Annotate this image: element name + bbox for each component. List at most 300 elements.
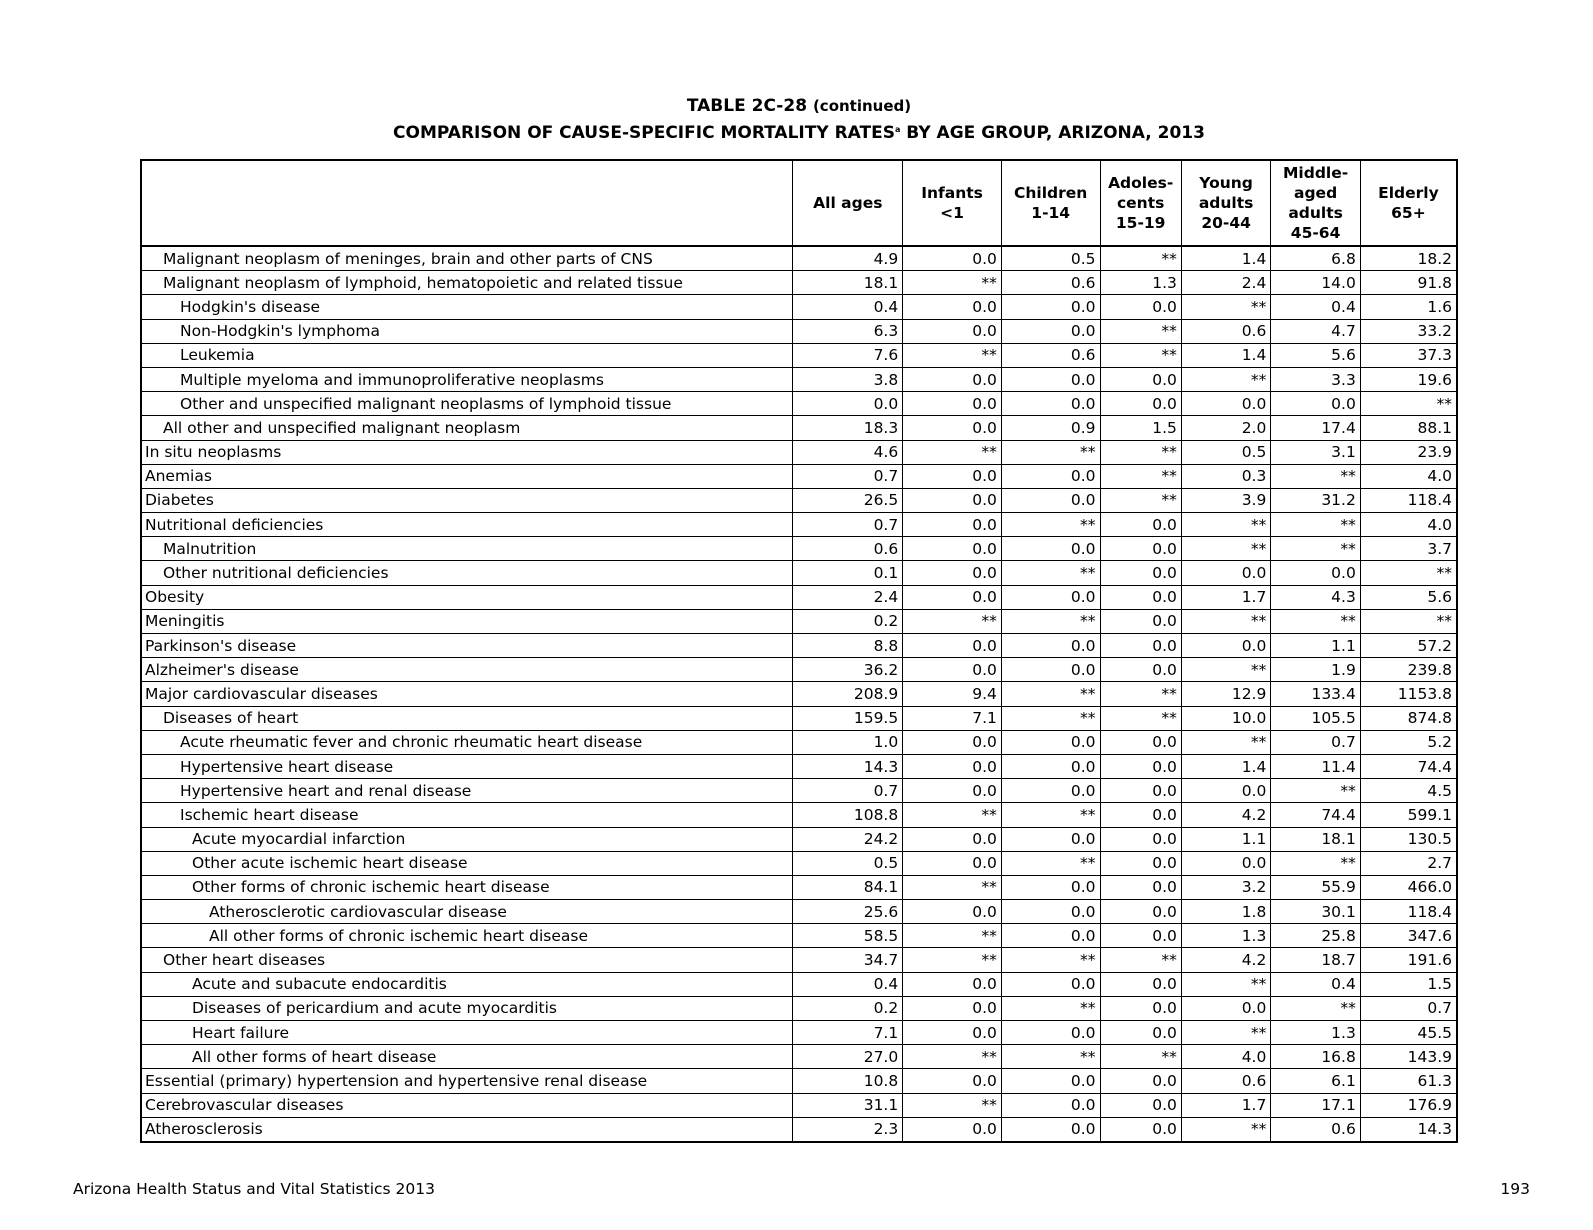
table-row — [141, 900, 1457, 924]
header-infants — [903, 160, 1002, 246]
table-subtitle — [140, 123, 1458, 143]
rate-cell-elderly: 19.6 — [1360, 367, 1457, 391]
table-row — [141, 319, 1457, 343]
rate-cell-adolescents: 0.0 — [1100, 996, 1181, 1020]
rate-cell-adolescents: 0.0 — [1100, 513, 1181, 537]
cause-label: Cerebrovascular diseases — [141, 1093, 793, 1117]
rate-cell-middle-aged-adults: 0.0 — [1271, 561, 1360, 585]
rate-cell-children: 0.0 — [1001, 464, 1100, 488]
footer-publication: Arizona Health Status and Vital Statistics 2013 — [73, 1180, 435, 1198]
cause-label: Ischemic heart disease — [141, 803, 793, 827]
table-row — [141, 246, 1457, 271]
rate-cell-middle-aged-adults: 3.3 — [1271, 367, 1360, 391]
rate-cell-young-adults: 1.4 — [1181, 343, 1270, 367]
rate-cell-all-ages: 58.5 — [793, 924, 903, 948]
rate-cell-elderly: 57.2 — [1360, 634, 1457, 658]
rate-cell-adolescents: 0.0 — [1100, 730, 1181, 754]
rate-cell-infants: 0.0 — [903, 367, 1002, 391]
rate-cell-young-adults: ** — [1181, 513, 1270, 537]
header-children — [1001, 160, 1100, 246]
rate-cell-young-adults: 1.4 — [1181, 754, 1270, 778]
rate-cell-children: 0.0 — [1001, 319, 1100, 343]
rate-cell-adolescents: 1.5 — [1100, 416, 1181, 440]
rate-cell-all-ages: 0.7 — [793, 464, 903, 488]
rate-cell-young-adults: ** — [1181, 1117, 1270, 1142]
rate-cell-adolescents: 0.0 — [1100, 1021, 1181, 1045]
table-row — [141, 658, 1457, 682]
rate-cell-middle-aged-adults: 6.8 — [1271, 246, 1360, 271]
table-row — [141, 972, 1457, 996]
table-row — [141, 924, 1457, 948]
rate-cell-elderly: 4.5 — [1360, 779, 1457, 803]
table-row — [141, 875, 1457, 899]
header-line: Adoles- — [1108, 174, 1174, 192]
cause-label: Malnutrition — [141, 537, 793, 561]
rate-cell-all-ages: 18.3 — [793, 416, 903, 440]
rate-cell-middle-aged-adults: 0.6 — [1271, 1117, 1360, 1142]
rate-cell-all-ages: 7.1 — [793, 1021, 903, 1045]
rate-cell-middle-aged-adults: 4.3 — [1271, 585, 1360, 609]
rate-cell-all-ages: 4.9 — [793, 246, 903, 271]
rate-cell-infants: 0.0 — [903, 513, 1002, 537]
table-row — [141, 464, 1457, 488]
rate-cell-children: ** — [1001, 609, 1100, 633]
header-line: 20-44 — [1201, 214, 1251, 232]
rate-cell-middle-aged-adults: 17.4 — [1271, 416, 1360, 440]
rate-cell-children: ** — [1001, 948, 1100, 972]
header-cause-blank — [141, 160, 793, 246]
rate-cell-young-adults: 0.0 — [1181, 996, 1270, 1020]
rate-cell-all-ages: 4.6 — [793, 440, 903, 464]
rate-cell-infants: ** — [903, 609, 1002, 633]
table-row — [141, 440, 1457, 464]
cause-label: Acute rheumatic fever and chronic rheumatic heart disease — [141, 730, 793, 754]
rate-cell-infants: 0.0 — [903, 246, 1002, 271]
rate-cell-children: 0.0 — [1001, 1021, 1100, 1045]
rate-cell-children: 0.0 — [1001, 585, 1100, 609]
rate-cell-young-adults: 12.9 — [1181, 682, 1270, 706]
rate-cell-all-ages: 0.0 — [793, 392, 903, 416]
table-row — [141, 367, 1457, 391]
cause-label: Parkinson's disease — [141, 634, 793, 658]
cause-label: All other forms of heart disease — [141, 1045, 793, 1069]
rate-cell-middle-aged-adults: 1.1 — [1271, 634, 1360, 658]
rate-cell-adolescents: 0.0 — [1100, 754, 1181, 778]
rate-cell-infants: ** — [903, 271, 1002, 295]
rate-cell-adolescents: 0.0 — [1100, 585, 1181, 609]
rate-cell-all-ages: 108.8 — [793, 803, 903, 827]
cause-label: Atherosclerotic cardiovascular disease — [141, 900, 793, 924]
rate-cell-adolescents: ** — [1100, 948, 1181, 972]
rate-cell-middle-aged-adults: 11.4 — [1271, 754, 1360, 778]
rate-cell-children: 0.0 — [1001, 730, 1100, 754]
header-line: aged — [1294, 184, 1338, 202]
rate-cell-adolescents: 1.3 — [1100, 271, 1181, 295]
rate-cell-infants: 0.0 — [903, 1117, 1002, 1142]
rate-cell-children: ** — [1001, 803, 1100, 827]
cause-label: Other acute ischemic heart disease — [141, 851, 793, 875]
rate-cell-young-adults: 1.7 — [1181, 1093, 1270, 1117]
rate-cell-all-ages: 0.1 — [793, 561, 903, 585]
rate-cell-infants: 0.0 — [903, 464, 1002, 488]
rate-cell-infants: 0.0 — [903, 972, 1002, 996]
rate-cell-elderly: 91.8 — [1360, 271, 1457, 295]
table-row — [141, 827, 1457, 851]
rate-cell-all-ages: 2.4 — [793, 585, 903, 609]
rate-cell-adolescents: ** — [1100, 488, 1181, 512]
rate-cell-elderly: 5.6 — [1360, 585, 1457, 609]
rate-cell-elderly: 18.2 — [1360, 246, 1457, 271]
cause-label: Other nutritional deficiencies — [141, 561, 793, 585]
rate-cell-adolescents: ** — [1100, 682, 1181, 706]
rate-cell-all-ages: 26.5 — [793, 488, 903, 512]
rate-cell-infants: ** — [903, 343, 1002, 367]
rate-cell-adolescents: 0.0 — [1100, 972, 1181, 996]
rate-cell-all-ages: 24.2 — [793, 827, 903, 851]
header-line: All ages — [813, 194, 883, 212]
rate-cell-infants: 0.0 — [903, 851, 1002, 875]
table-row — [141, 851, 1457, 875]
cause-label: Alzheimer's disease — [141, 658, 793, 682]
rate-cell-young-adults: ** — [1181, 730, 1270, 754]
rate-cell-children: 0.0 — [1001, 924, 1100, 948]
header-line: <1 — [940, 204, 964, 222]
rate-cell-middle-aged-adults: ** — [1271, 609, 1360, 633]
rate-cell-middle-aged-adults: 14.0 — [1271, 271, 1360, 295]
header-line: 1-14 — [1031, 204, 1071, 222]
rate-cell-middle-aged-adults: ** — [1271, 851, 1360, 875]
header-line: Young — [1199, 174, 1253, 192]
rate-cell-adolescents: ** — [1100, 706, 1181, 730]
rate-cell-elderly: 118.4 — [1360, 900, 1457, 924]
rate-cell-elderly: 1.5 — [1360, 972, 1457, 996]
rate-cell-young-adults: ** — [1181, 972, 1270, 996]
rate-cell-young-adults: ** — [1181, 537, 1270, 561]
rate-cell-adolescents: 0.0 — [1100, 827, 1181, 851]
rate-cell-children: 0.0 — [1001, 392, 1100, 416]
rate-cell-middle-aged-adults: ** — [1271, 513, 1360, 537]
rate-cell-elderly: 3.7 — [1360, 537, 1457, 561]
rate-cell-elderly: ** — [1360, 609, 1457, 633]
cause-label: Diseases of heart — [141, 706, 793, 730]
rate-cell-all-ages: 14.3 — [793, 754, 903, 778]
rate-cell-young-adults: 0.0 — [1181, 561, 1270, 585]
rate-cell-infants: 0.0 — [903, 561, 1002, 585]
rate-cell-elderly: 33.2 — [1360, 319, 1457, 343]
rate-cell-children: 0.0 — [1001, 658, 1100, 682]
footnote-marker: a — [894, 125, 901, 134]
header-elderly — [1360, 160, 1457, 246]
rate-cell-infants: 7.1 — [903, 706, 1002, 730]
cause-label: Diabetes — [141, 488, 793, 512]
rate-cell-middle-aged-adults: ** — [1271, 779, 1360, 803]
rate-cell-children: ** — [1001, 706, 1100, 730]
rate-cell-young-adults: 1.3 — [1181, 924, 1270, 948]
table-row — [141, 537, 1457, 561]
rate-cell-adolescents: 0.0 — [1100, 537, 1181, 561]
mortality-table — [140, 159, 1458, 1143]
rate-cell-young-adults: 1.1 — [1181, 827, 1270, 851]
rate-cell-adolescents: 0.0 — [1100, 634, 1181, 658]
rate-cell-all-ages: 84.1 — [793, 875, 903, 899]
rate-cell-middle-aged-adults: 1.9 — [1271, 658, 1360, 682]
rate-cell-children: ** — [1001, 851, 1100, 875]
rate-cell-children: ** — [1001, 513, 1100, 537]
rate-cell-young-adults: 0.0 — [1181, 634, 1270, 658]
rate-cell-young-adults: 2.0 — [1181, 416, 1270, 440]
table-row — [141, 271, 1457, 295]
table-row — [141, 706, 1457, 730]
rate-cell-young-adults: 0.0 — [1181, 779, 1270, 803]
header-adolescents — [1100, 160, 1181, 246]
rate-cell-middle-aged-adults: 0.4 — [1271, 295, 1360, 319]
table-subtitle-pre: COMPARISON OF CAUSE-SPECIFIC MORTALITY RATES — [393, 123, 895, 143]
rate-cell-infants: 0.0 — [903, 827, 1002, 851]
rate-cell-elderly: 176.9 — [1360, 1093, 1457, 1117]
cause-label: All other and unspecified malignant neoplasm — [141, 416, 793, 440]
rate-cell-young-adults: 3.9 — [1181, 488, 1270, 512]
rate-cell-children: 0.0 — [1001, 488, 1100, 512]
rate-cell-elderly: 0.7 — [1360, 996, 1457, 1020]
header-all-ages — [793, 160, 903, 246]
table-row — [141, 392, 1457, 416]
table-row — [141, 609, 1457, 633]
rate-cell-young-adults: 3.2 — [1181, 875, 1270, 899]
rate-cell-adolescents: 0.0 — [1100, 609, 1181, 633]
cause-label: In situ neoplasms — [141, 440, 793, 464]
rate-cell-middle-aged-adults: 17.1 — [1271, 1093, 1360, 1117]
rate-cell-elderly: 4.0 — [1360, 464, 1457, 488]
rate-cell-children: ** — [1001, 996, 1100, 1020]
rate-cell-young-adults: 0.0 — [1181, 392, 1270, 416]
rate-cell-young-adults: ** — [1181, 609, 1270, 633]
table-row — [141, 585, 1457, 609]
rate-cell-children: 0.9 — [1001, 416, 1100, 440]
rate-cell-children: 0.0 — [1001, 900, 1100, 924]
header-line: 45-64 — [1290, 224, 1341, 242]
rate-cell-young-adults: 0.5 — [1181, 440, 1270, 464]
rate-cell-young-adults: 4.2 — [1181, 803, 1270, 827]
header-row — [141, 160, 1457, 246]
table-row — [141, 1021, 1457, 1045]
rate-cell-all-ages: 0.6 — [793, 537, 903, 561]
rate-cell-young-adults: 10.0 — [1181, 706, 1270, 730]
rate-cell-infants: 0.0 — [903, 996, 1002, 1020]
rate-cell-middle-aged-adults: 25.8 — [1271, 924, 1360, 948]
rate-cell-children: 0.0 — [1001, 1117, 1100, 1142]
rate-cell-middle-aged-adults: 6.1 — [1271, 1069, 1360, 1093]
rate-cell-all-ages: 0.4 — [793, 972, 903, 996]
header-line: Infants — [921, 184, 983, 202]
rate-cell-middle-aged-adults: 30.1 — [1271, 900, 1360, 924]
rate-cell-middle-aged-adults: 18.7 — [1271, 948, 1360, 972]
rate-cell-adolescents: 0.0 — [1100, 875, 1181, 899]
rate-cell-all-ages: 1.0 — [793, 730, 903, 754]
cause-label: Hodgkin's disease — [141, 295, 793, 319]
rate-cell-infants: 0.0 — [903, 634, 1002, 658]
rate-cell-infants: ** — [903, 1045, 1002, 1069]
rate-cell-children: 0.0 — [1001, 827, 1100, 851]
rate-cell-all-ages: 0.5 — [793, 851, 903, 875]
rate-cell-middle-aged-adults: ** — [1271, 537, 1360, 561]
rate-cell-infants: ** — [903, 875, 1002, 899]
rate-cell-infants: 0.0 — [903, 392, 1002, 416]
table-body — [141, 246, 1457, 1142]
rate-cell-elderly: 191.6 — [1360, 948, 1457, 972]
rate-cell-all-ages: 159.5 — [793, 706, 903, 730]
cause-label: Other forms of chronic ischemic heart disease — [141, 875, 793, 899]
table-row — [141, 996, 1457, 1020]
rate-cell-all-ages: 0.2 — [793, 609, 903, 633]
header-line: adults — [1288, 204, 1343, 222]
rate-cell-adolescents: ** — [1100, 319, 1181, 343]
rate-cell-elderly: 466.0 — [1360, 875, 1457, 899]
rate-cell-middle-aged-adults: 16.8 — [1271, 1045, 1360, 1069]
rate-cell-adolescents: 0.0 — [1100, 779, 1181, 803]
rate-cell-adolescents: 0.0 — [1100, 392, 1181, 416]
rate-cell-elderly: 143.9 — [1360, 1045, 1457, 1069]
rate-cell-elderly: 130.5 — [1360, 827, 1457, 851]
header-middle-aged-adults — [1271, 160, 1360, 246]
rate-cell-elderly: 74.4 — [1360, 754, 1457, 778]
rate-cell-elderly: 599.1 — [1360, 803, 1457, 827]
cause-label: Acute myocardial infarction — [141, 827, 793, 851]
rate-cell-infants: 0.0 — [903, 754, 1002, 778]
cause-label: Essential (primary) hypertension and hypertensive renal disease — [141, 1069, 793, 1093]
cause-label: All other forms of chronic ischemic heart disease — [141, 924, 793, 948]
rate-cell-elderly: 118.4 — [1360, 488, 1457, 512]
rate-cell-infants: 0.0 — [903, 585, 1002, 609]
rate-cell-middle-aged-adults: ** — [1271, 996, 1360, 1020]
rate-cell-infants: 9.4 — [903, 682, 1002, 706]
table-row — [141, 730, 1457, 754]
cause-label: Hypertensive heart disease — [141, 754, 793, 778]
table-row — [141, 948, 1457, 972]
rate-cell-middle-aged-adults: 18.1 — [1271, 827, 1360, 851]
rate-cell-infants: 0.0 — [903, 488, 1002, 512]
rate-cell-adolescents: 0.0 — [1100, 900, 1181, 924]
rate-cell-adolescents: 0.0 — [1100, 658, 1181, 682]
cause-label: Other heart diseases — [141, 948, 793, 972]
table-row — [141, 488, 1457, 512]
rate-cell-all-ages: 208.9 — [793, 682, 903, 706]
rate-cell-middle-aged-adults: 55.9 — [1271, 875, 1360, 899]
rate-cell-infants: ** — [903, 803, 1002, 827]
rate-cell-infants: ** — [903, 440, 1002, 464]
cause-label: Atherosclerosis — [141, 1117, 793, 1142]
table-row — [141, 1045, 1457, 1069]
rate-cell-infants: 0.0 — [903, 1021, 1002, 1045]
rate-cell-children: 0.0 — [1001, 972, 1100, 996]
cause-label: Diseases of pericardium and acute myocarditis — [141, 996, 793, 1020]
rate-cell-elderly: 5.2 — [1360, 730, 1457, 754]
rate-cell-young-adults: 0.6 — [1181, 1069, 1270, 1093]
table-header — [141, 160, 1457, 246]
rate-cell-young-adults: 4.2 — [1181, 948, 1270, 972]
rate-cell-adolescents: 0.0 — [1100, 1117, 1181, 1142]
rate-cell-young-adults: ** — [1181, 658, 1270, 682]
rate-cell-children: 0.0 — [1001, 295, 1100, 319]
rate-cell-children: 0.0 — [1001, 367, 1100, 391]
rate-cell-young-adults: ** — [1181, 367, 1270, 391]
header-line: Elderly — [1378, 184, 1439, 202]
rate-cell-children: 0.0 — [1001, 875, 1100, 899]
rate-cell-infants: ** — [903, 924, 1002, 948]
rate-cell-children: 0.0 — [1001, 634, 1100, 658]
rate-cell-all-ages: 27.0 — [793, 1045, 903, 1069]
table-row — [141, 1117, 1457, 1142]
rate-cell-elderly: 1153.8 — [1360, 682, 1457, 706]
rate-cell-adolescents: 0.0 — [1100, 924, 1181, 948]
cause-label: Acute and subacute endocarditis — [141, 972, 793, 996]
cause-label: Heart failure — [141, 1021, 793, 1045]
rate-cell-adolescents: ** — [1100, 464, 1181, 488]
header-line: Children — [1014, 184, 1088, 202]
header-line: Middle- — [1282, 164, 1349, 182]
rate-cell-infants: 0.0 — [903, 537, 1002, 561]
rate-cell-elderly: 14.3 — [1360, 1117, 1457, 1142]
rate-cell-young-adults: 4.0 — [1181, 1045, 1270, 1069]
cause-label: Non-Hodgkin's lymphoma — [141, 319, 793, 343]
rate-cell-young-adults: 2.4 — [1181, 271, 1270, 295]
rate-cell-elderly: ** — [1360, 392, 1457, 416]
rate-cell-infants: 0.0 — [903, 319, 1002, 343]
rate-cell-middle-aged-adults: 1.3 — [1271, 1021, 1360, 1045]
rate-cell-infants: 0.0 — [903, 1069, 1002, 1093]
rate-cell-adolescents: 0.0 — [1100, 1069, 1181, 1093]
rate-cell-infants: 0.0 — [903, 730, 1002, 754]
rate-cell-all-ages: 34.7 — [793, 948, 903, 972]
rate-cell-infants: 0.0 — [903, 658, 1002, 682]
rate-cell-infants: 0.0 — [903, 779, 1002, 803]
rate-cell-middle-aged-adults: 0.4 — [1271, 972, 1360, 996]
rate-cell-infants: 0.0 — [903, 416, 1002, 440]
header-young-adults — [1181, 160, 1270, 246]
rate-cell-children: 0.0 — [1001, 754, 1100, 778]
rate-cell-young-adults: 0.0 — [1181, 851, 1270, 875]
rate-cell-middle-aged-adults: ** — [1271, 464, 1360, 488]
table-row — [141, 1093, 1457, 1117]
rate-cell-adolescents: 0.0 — [1100, 295, 1181, 319]
rate-cell-middle-aged-adults: 3.1 — [1271, 440, 1360, 464]
rate-cell-adolescents: 0.0 — [1100, 561, 1181, 585]
rate-cell-elderly: 347.6 — [1360, 924, 1457, 948]
rate-cell-middle-aged-adults: 105.5 — [1271, 706, 1360, 730]
rate-cell-middle-aged-adults: 5.6 — [1271, 343, 1360, 367]
rate-cell-elderly: 4.0 — [1360, 513, 1457, 537]
table-subtitle-post: BY AGE GROUP, ARIZONA, 2013 — [900, 123, 1205, 143]
rate-cell-adolescents: 0.0 — [1100, 851, 1181, 875]
table-row — [141, 561, 1457, 585]
rate-cell-middle-aged-adults: 74.4 — [1271, 803, 1360, 827]
table-row — [141, 682, 1457, 706]
table-row — [141, 343, 1457, 367]
rate-cell-all-ages: 25.6 — [793, 900, 903, 924]
table-row — [141, 634, 1457, 658]
table-row — [141, 803, 1457, 827]
rate-cell-all-ages: 31.1 — [793, 1093, 903, 1117]
rate-cell-elderly: 37.3 — [1360, 343, 1457, 367]
cause-label: Malignant neoplasm of meninges, brain and other parts of CNS — [141, 246, 793, 271]
rate-cell-infants: 0.0 — [903, 900, 1002, 924]
rate-cell-elderly: 88.1 — [1360, 416, 1457, 440]
cause-label: Obesity — [141, 585, 793, 609]
rate-cell-adolescents: ** — [1100, 1045, 1181, 1069]
cause-label: Multiple myeloma and immunoproliferative neoplasms — [141, 367, 793, 391]
rate-cell-all-ages: 18.1 — [793, 271, 903, 295]
rate-cell-all-ages: 3.8 — [793, 367, 903, 391]
rate-cell-young-adults: 1.7 — [1181, 585, 1270, 609]
